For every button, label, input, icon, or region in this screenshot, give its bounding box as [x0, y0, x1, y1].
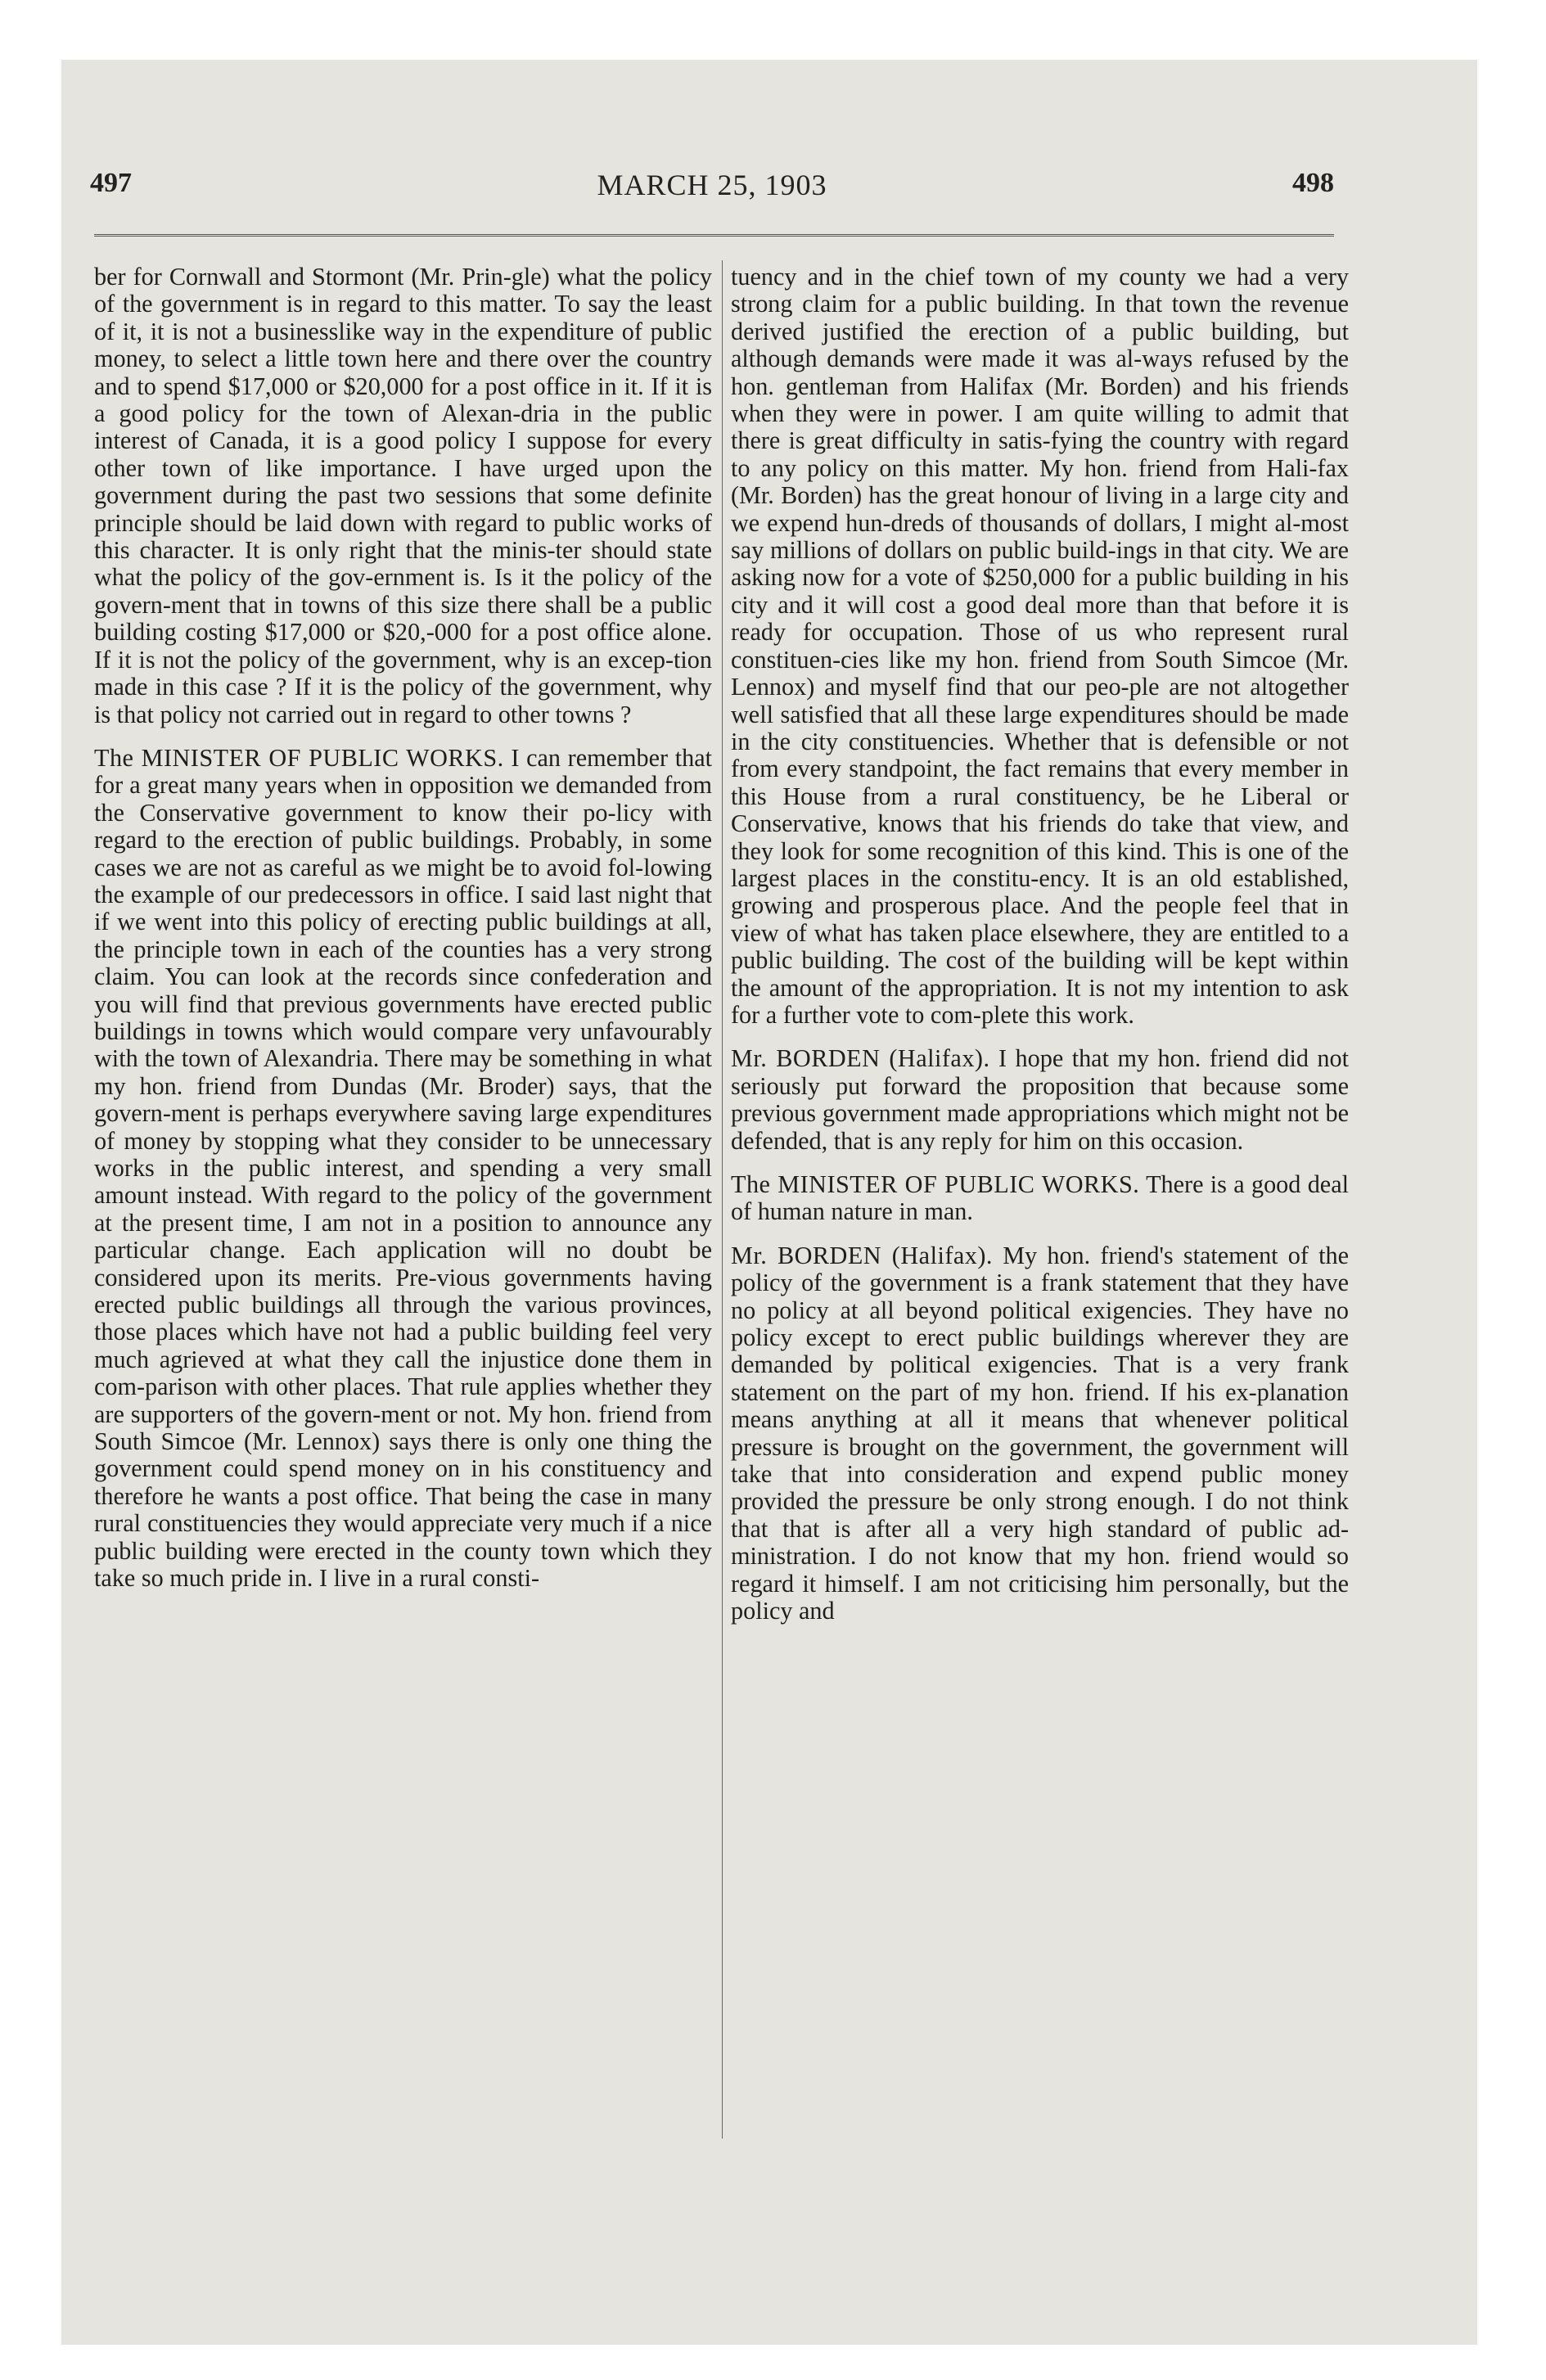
page-header: [90, 168, 1334, 217]
speaker-name: The MINISTER OF PUBLIC WORKS.: [731, 1170, 1140, 1198]
speaker-name: Mr. BORDEN (Halifax).: [731, 1241, 993, 1269]
speaker-name: Mr. BORDEN (Halifax).: [731, 1044, 990, 1073]
speaker-name: The MINISTER OF PUBLIC WORKS.: [94, 743, 504, 772]
page-number-left: 497: [90, 168, 132, 198]
page-number-right: 498: [1292, 168, 1334, 198]
paragraph: [731, 1171, 1349, 1226]
header-rule: [94, 234, 1334, 237]
page-date-title: MARCH 25, 1903: [597, 169, 827, 201]
column-divider: [722, 260, 723, 2139]
paragraph: [731, 264, 1349, 1029]
right-column: [731, 264, 1349, 2236]
paragraph-text: My hon. friend's statement of the policy of the government is a frank statement that they have no policy at all beyond political exigencies. They have no policy except to erect public buildings wherever they are demanded by political exigencies. That is a very frank statement on the part of my hon. friend. If his ex-planation means anything at all it means that whenever political pressure is brought on the government, the government will take that into consideration and expend public money provided the pressure be only strong enough. I do not think that that is after all a very high standard of public ad-ministration. I do not know that my hon. friend would so regard it himself. I am not criticising him personally, but the policy and: [731, 1241, 1349, 1625]
paragraph: [731, 1242, 1349, 1625]
paragraph: [94, 745, 712, 1593]
paragraph-text: ber for Cornwall and Stormont (Mr. Prin-gle) what the policy of the government is in regard to this matter. To say the least of it, it is not a businesslike way in the expenditure of public money, to select a little town here and there over the country and to spend $17,000 or $20,000 for a post office in it. If it is a good policy for the town of Alexan-dria in the public interest of Canada, it is a good policy I suppose for every other town of like importance. I have urged upon the government during the past two sessions that some definite principle should be laid down with regard to public works of this character. It is only right that the minis-ter should state what the policy of the gov-ernment is. Is it the policy of the govern-ment that in towns of this size there shall be a public building costing $17,000 or $20,-000 for a post office alone. If it is not the policy of the government, why is an excep-tion made in this case ? If it is the policy of the government, why is that policy not carried out in regard to other towns ?: [94, 264, 712, 728]
paragraph-text: I can remember that for a great many years when in opposition we demanded from the Conservative government to know their po-licy with regard to the erection of public buildings. Probably, in some cases we are not as careful as we might be to avoid fol-lowing the example of our predecessors in office. I said last night that if we went into this policy of erecting public buildings at all, the principle town in each of the counties has a very strong claim. You can look at the records since confederation and you will find that previous governments have erected public buildings in towns which would compare very unfavourably with the town of Alexandria. There may be something in what my hon. friend from Dundas (Mr. Broder) says, that the govern-ment is perhaps everywhere saving large expenditures of money by stopping what they consider to be unnecessary works in the public interest, and spending a very small amount instead. With regard to the policy of the government at the present time, I am not in a position to announce any particular change. Each application will no doubt be considered upon its merits. Pre-vious governments having erected public buildings all through the various provinces, those places which have not had a public building feel very much agrieved at what they call the injustice done them in com-parison with other places. That rule applies whether they are supporters of the govern-ment or not. My hon. friend from South Simcoe (Mr. Lennox) says there is only one thing the government could spend money on in his constituency and therefore he wants a post office. That being the case in many rural constituencies they would appreciate very much if a nice public building were erected in the county town which they take so much pride in. I live in a rural consti-: [94, 743, 712, 1593]
paragraph-text: There is a good deal of human nature in man.: [731, 1170, 1349, 1226]
left-column: [94, 264, 712, 2236]
paragraph: [94, 264, 712, 728]
paragraph: [731, 1045, 1349, 1155]
paragraph-text: I hope that my hon. friend did not seriously put forward the proposition that because some previous government made appropriations which might not be defended, that is any reply for him on this occasion.: [731, 1044, 1349, 1155]
paragraph-text: tuency and in the chief town of my county we had a very strong claim for a public building. In that town the revenue derived justified the erection of a public building, but although demands were made it was al-ways refused by the hon. gentleman from Halifax (Mr. Borden) and his friends when they were in power. I am quite willing to admit that there is great difficulty in satis-fying the country with regard to any policy on this matter. My hon. friend from Hali-fax (Mr. Borden) has the great honour of living in a large city and we expend hun-dreds of thousands of dollars, I might al-most say millions of dollars on public build-ings in that city. We are asking now for a vote of $250,000 for a public building in his city and it will cost a good deal more than that before it is ready for occupation. Those of us who represent rural constituen-cies like my hon. friend from South Simcoe (Mr. Lennox) and myself find that our peo-ple are not altogether well satisfied that all these large expenditures should be made in the city constituencies. Whether that is defensible or not from every standpoint, the fact remains that every member in this House from a rural constituency, be he Liberal or Conservative, knows that his friends do take that view, and they look for some recognition of this kind. This is one of the largest places in the constitu-ency. It is an old established, growing and prosperous place. And the people feel that in view of what has taken place elsewhere, they are entitled to a public building. The cost of the building will be kept within the amount of the appropriation. It is not my intention to ask for a further vote to com-plete this work.: [731, 264, 1349, 1029]
